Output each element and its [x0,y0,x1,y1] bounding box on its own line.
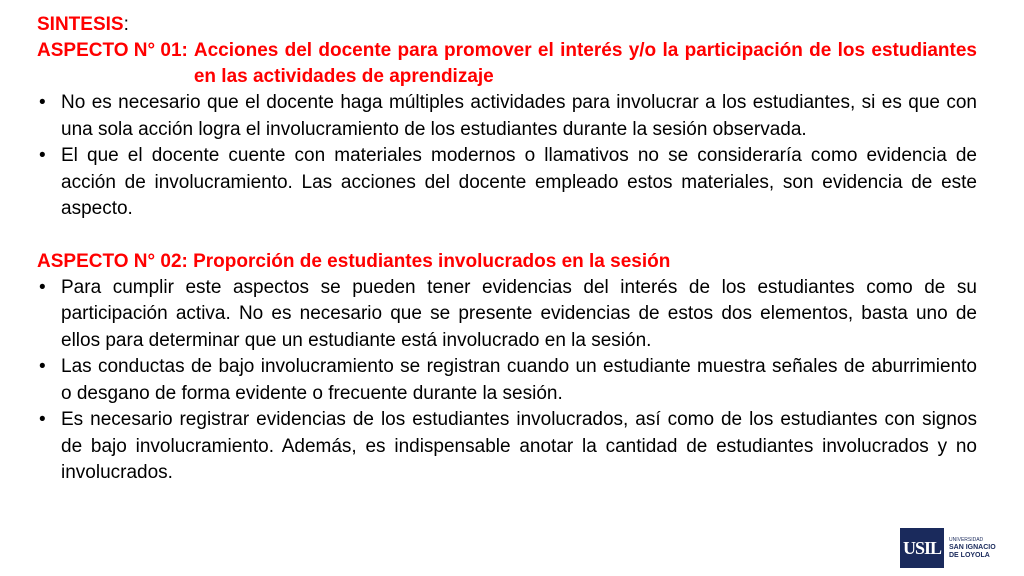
slide-content [37,12,977,487]
bullet-icon: • [39,409,46,430]
spacer [37,223,977,249]
bullet-text: Las conductas de bajo involucramiento se registran cuando un estudiante muestra señales de aburrimiento o desgano de forma evidente o frecuente durante la sesión. [61,356,977,404]
logo-text [949,536,996,560]
bullet-text: Es necesario registrar evidencias de los estudiantes involucrados, así como de los estudiantes con signos de bajo involucramiento. Además, es indispensable anotar la cantidad de estudiantes involucrados y no involucrados. [61,409,977,483]
bullet-icon: • [39,92,46,113]
aspect-2-bullets [37,275,977,487]
bullet-icon: • [39,356,46,377]
aspect-2-heading: ASPECTO N° 02: Proporción de estudiantes involucrados en la sesión [37,250,671,272]
logo-small: UNIVERSIDAD [949,537,984,543]
bullet-text: El que el docente cuente con materiales modernos o llamativos no se consideraría como evidencia de acción de involucramiento. Las acciones del docente empleado estos materiales, son evidencia de este aspecto. [61,145,977,219]
bullet-text: No es necesario que el docente haga múltiples actividades para involucrar a los estudiantes, si es que con una sola acción logra el involucramiento de los estudiantes durante la sesión observada. [61,92,977,140]
aspect-1-heading [37,38,977,90]
list-item [37,143,977,223]
logo-line2: DE LOYOLA [949,552,990,559]
bullet-icon: • [39,145,46,166]
aspect-1-label: ASPECTO N° 01: [37,40,188,61]
aspect-1-text: Acciones del docente para promover el interés y/o la participación de los estudiantes en las actividades de aprendizaje [193,40,977,87]
title-label: SINTESIS [37,14,124,35]
logo-line1: SAN IGNACIO [949,544,996,551]
university-logo [900,528,1010,568]
list-item [37,90,977,143]
slide-title [37,12,977,38]
title-colon: : [123,14,129,35]
list-item [37,354,977,407]
list-item [37,275,977,355]
list-item [37,407,977,487]
aspect-1-bullets [37,90,977,223]
bullet-icon: • [39,276,46,298]
logo-mark: USIL [900,528,944,568]
bullet-text: Para cumplir este aspectos se pueden tener evidencias del interés de los estudiantes como de su participación activa. No es necesario que se presente evidencias de estos dos elementos, basta uno de ellos para determinar que un estudiante está involucrado en la sesión. [61,276,977,351]
